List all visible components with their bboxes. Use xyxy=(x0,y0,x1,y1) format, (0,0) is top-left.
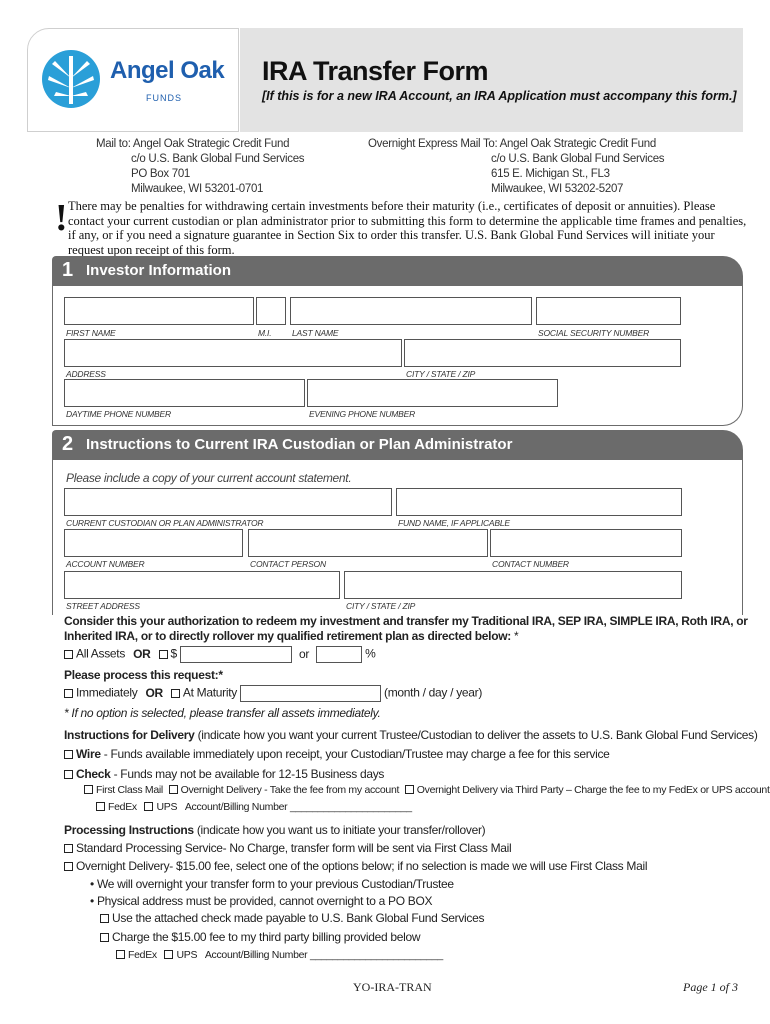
section1-header: 1 Investor Information xyxy=(52,256,743,286)
first-name-field[interactable] xyxy=(64,297,254,325)
evening-phone-label: EVENING PHONE NUMBER xyxy=(309,409,416,419)
at-maturity-checkbox[interactable] xyxy=(171,689,180,698)
angel-oak-logo-icon xyxy=(40,48,102,110)
fund-name-label: FUND NAME, IF APPLICABLE xyxy=(398,518,510,528)
overnight-third-party-checkbox[interactable] xyxy=(405,785,414,794)
overnight-address: Overnight Express Mail To: Angel Oak Strategic Credit Fund c/o U.S. Bank Global Fund Services 615 E. Michigan St., FL3 Milwaukee, WI 53202-5207 xyxy=(368,138,665,195)
mi-field[interactable] xyxy=(256,297,286,325)
warning-text: There may be penalties for withdrawing certain investments before their maturity (i.e., certificates of deposit or annuities). Please contact your current custodian or plan administrator prior to submitting this form to determine the applicable time frames and penalties, if any, or if you need a signature guarantee in Section Six to order this transfer. U.S. Bank Global Fund Services will initiate your request upon receipt of this form. xyxy=(68,199,747,257)
check-delivery-options: First Class Mail Overnight Delivery - Take the fee from my account Overnight Delivery via Third Party – Charge the fee to my FedEx or UPS account xyxy=(84,784,770,796)
first-name-label: FIRST NAME xyxy=(66,328,116,338)
check-carrier-options: FedEx UPS Account/Billing Number ______________________ xyxy=(96,801,412,813)
dollar-amount-field[interactable] xyxy=(180,646,292,663)
address-field[interactable] xyxy=(64,339,402,367)
custodian-field[interactable] xyxy=(64,488,392,516)
last-name-field[interactable] xyxy=(290,297,532,325)
overnight-processing-option: Overnight Delivery- $15.00 fee, select one of the options below; if no selection is made we will use First Class Mail xyxy=(64,859,647,873)
form-subtitle: [If this is for a new IRA Account, an IRA Application must accompany this form.] xyxy=(262,89,737,103)
first-class-checkbox[interactable] xyxy=(84,785,93,794)
contact-number-field[interactable] xyxy=(490,529,682,557)
address-label: ADDRESS xyxy=(66,369,106,379)
page-number: Page 1 of 3 xyxy=(683,980,738,994)
charge-fee-checkbox[interactable] xyxy=(100,933,109,942)
bullet-overnight-form: • We will overnight your transfer form to your previous Custodian/Trustee xyxy=(90,877,454,891)
daytime-phone-field[interactable] xyxy=(64,379,305,407)
processing-instructions: Processing Instructions (indicate how you want us to initiate your transfer/rollover) xyxy=(64,823,486,837)
amount-checkbox[interactable] xyxy=(159,650,168,659)
contact-number-label: CONTACT NUMBER xyxy=(492,559,569,569)
delivery-instructions: Instructions for Delivery (indicate how you want your current Trustee/Custodian to deliver the assets to U.S. Bank Global Fund Services) xyxy=(64,728,758,742)
wire-option: Wire - Funds available immediately upon receipt, your Custodian/Trustee may charge a fee for this service xyxy=(64,747,610,761)
city-state-zip-field[interactable] xyxy=(404,339,681,367)
use-check-checkbox[interactable] xyxy=(100,914,109,923)
last-name-label: LAST NAME xyxy=(292,328,339,338)
ssn-label: SOCIAL SECURITY NUMBER xyxy=(538,328,650,338)
process-question: Please process this request:* xyxy=(64,668,223,682)
fedex-checkbox[interactable] xyxy=(96,802,105,811)
billing-ups-checkbox[interactable] xyxy=(164,950,173,959)
mail-address: Mail to: Angel Oak Strategic Credit Fund c/o U.S. Bank Global Fund Services PO Box 701 Milwaukee, WI 53201-0701 xyxy=(96,138,305,195)
overnight-processing-checkbox[interactable] xyxy=(64,862,73,871)
city-state-zip-label: CITY / STATE / ZIP xyxy=(406,369,476,379)
brand-name: Angel Oak xyxy=(110,57,225,84)
maturity-date-field[interactable] xyxy=(240,685,381,702)
bullet-physical-address: • Physical address must be provided, cannot overnight to a PO BOX xyxy=(90,894,433,908)
percent-field[interactable] xyxy=(316,646,362,663)
ups-checkbox[interactable] xyxy=(144,802,153,811)
no-option-note: * If no option is selected, please transfer all assets immediately. xyxy=(64,706,381,720)
evening-phone-field[interactable] xyxy=(307,379,558,407)
standard-processing-option: Standard Processing Service- No Charge, transfer form will be sent via First Class Mail xyxy=(64,841,511,855)
standard-processing-checkbox[interactable] xyxy=(64,844,73,853)
billing-carrier-options: FedEx UPS Account/Billing Number ________________________ xyxy=(116,949,443,961)
contact-person-label: CONTACT PERSON xyxy=(250,559,326,569)
authorization-line2: Inherited IRA, or to directly rollover my qualified retirement plan as directed below: * xyxy=(64,629,519,643)
billing-fedex-checkbox[interactable] xyxy=(116,950,125,959)
immediately-checkbox[interactable] xyxy=(64,689,73,698)
street-address-field[interactable] xyxy=(64,571,340,599)
use-check-option: Use the attached check made payable to U.S. Bank Global Fund Services xyxy=(100,911,484,925)
check-option: Check - Funds may not be available for 12-15 Business days xyxy=(64,767,384,781)
daytime-phone-label: DAYTIME PHONE NUMBER xyxy=(66,409,171,419)
form-title: IRA Transfer Form xyxy=(262,56,489,86)
custodian-label: CURRENT CUSTODIAN OR PLAN ADMINISTRATOR xyxy=(66,518,264,528)
wire-checkbox[interactable] xyxy=(64,750,73,759)
account-number-label: ACCOUNT NUMBER xyxy=(66,559,145,569)
ssn-field[interactable] xyxy=(536,297,681,325)
form-code: YO-IRA-TRAN xyxy=(353,980,432,994)
amount-row: All Assets OR $ or % xyxy=(64,646,376,663)
fund-name-field[interactable] xyxy=(396,488,682,516)
warning-icon: ! xyxy=(55,197,68,239)
charge-fee-option: Charge the $15.00 fee to my third party billing provided below xyxy=(100,930,420,944)
all-assets-checkbox[interactable] xyxy=(64,650,73,659)
street-address-label: STREET ADDRESS xyxy=(66,601,140,611)
statement-note: Please include a copy of your current account statement. xyxy=(66,471,352,485)
authorization-line1: Consider this your authorization to redeem my investment and transfer my Traditional IRA, SEP IRA, SIMPLE IRA, Roth IRA, or xyxy=(64,614,748,628)
mi-label: M.I. xyxy=(258,328,272,338)
brand-subtitle: FUNDS xyxy=(146,93,182,103)
custodian-city-label: CITY / STATE / ZIP xyxy=(346,601,416,611)
account-number-field[interactable] xyxy=(64,529,243,557)
overnight-account-checkbox[interactable] xyxy=(169,785,178,794)
section2-header: 2 Instructions to Current IRA Custodian or Plan Administrator xyxy=(52,430,743,460)
timing-row: Immediately OR At Maturity (month / day / year) xyxy=(64,685,482,702)
custodian-city-field[interactable] xyxy=(344,571,682,599)
check-checkbox[interactable] xyxy=(64,770,73,779)
contact-person-field[interactable] xyxy=(248,529,488,557)
